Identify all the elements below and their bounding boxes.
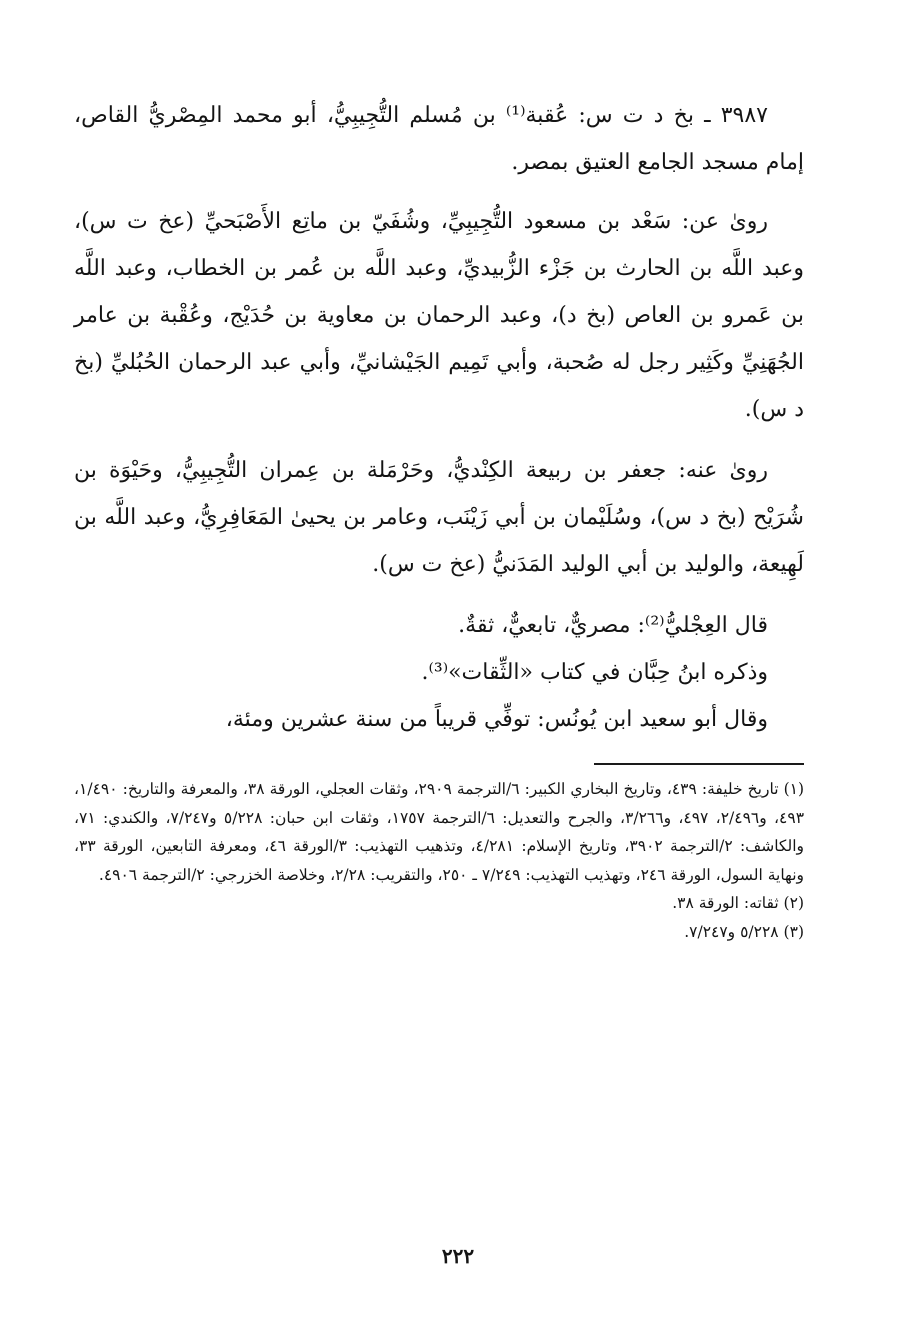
footnote-3: (٣) ٥/٢٢٨ و٧/٢٤٧. — [684, 922, 804, 941]
narrated-by-paragraph: روىٰ عنه: جعفر بن ربيعة الكِنْديُّ، وحَرْمَلة بن عِمران التُّجِيبِيُّ، وحَيْوَة بن شُرَيْح (بخ د س)، وسُلَيْمان بن أبي زَيْنَب، وعامر بن يحيىٰ المَعَافِرِيُّ، وعبد اللَّه بن لَهِيعة، والوليد بن أبي الوليد المَدَنيُّ (عخ ت س). — [74, 458, 804, 577]
narrated-from-paragraph: روىٰ عن: سَعْد بن مسعود التُّجِيبِيِّ، وشُفَيّ بن ماتِع الأَصْبَحيِّ (عخ ت س)، وعبد اللَّه بن الحارث بن جَزْء الزُّبيديِّ، وعبد اللَّه بن عُمر بن الخطاب، وعبد اللَّه بن عَمرو بن العاص (بخ د)، وعبد الرحمان بن معاوية بن حُدَيْج، وعُقْبة بن عامر الجُهَنِيِّ وكَثِير رجل له صُحبة، وأبي تَمِيم الجَيْشانيِّ، وأبي عبد الرحمان الحُبُليِّ (بخ د س). — [74, 209, 804, 422]
book-page — [74, 92, 804, 1322]
page-number: ٢٢٢ — [441, 1244, 475, 1268]
footnote-2: (٢) ثقاته: الورقة ٣٨. — [672, 894, 804, 912]
footnote-1: (١) تاريخ خليفة: ٤٣٩، وتاريخ البخاري الكبير: ٦/الترجمة ٢٩٠٩، وثقات العجلي، الورقة ٣٨، والمعرفة والتاريخ: ١/٤٩٠، ٤٩٣، و٢/٤٩٦، ٤٩٧، و٣/٢٦٦، والجرح والتعديل: ٦/الترجمة ١٧٥٧، وثقات ابن حبان: ٥/٢٢٨ و٧/٢٤٧، والكندي: ٧١، والكاشف: ٢/الترجمة ٣٩٠٢، وتاريخ الإسلام: ٤/٢٨١، وتذهيب التهذيب: ٣/الورقة ٤٦، ومعرفة التابعين، الورقة ٣٣، ونهاية السول، الورقة ٢٤٦، وتهذيب التهذيب: ٧/٢٤٩ ـ ٢٥٠، والتقريب: ٢/٢٨، وخلاصة الخزرجي: ٢/الترجمة ٤٩٠٦. — [74, 780, 805, 884]
ibn-hibban-statement: وذكره ابنُ حِبَّان في كتاب «الثِّقات»⁽³⁾. — [421, 660, 768, 685]
ibn-yunus-statement: وقال أبو سعيد ابن يُونُس: توفِّي قريباً من سنة عشرين ومئة، — [225, 707, 768, 732]
ijli-statement: قال العِجْليُّ⁽²⁾: مصريٌّ، تابعيٌّ، ثقةٌ. — [458, 613, 768, 638]
footnotes — [74, 775, 804, 946]
biography-entry — [74, 92, 804, 743]
entry-header: ٣٩٨٧ ـ بخ د ت س: عُقبة⁽¹⁾ بن مُسلم التُّجِيبِيُّ، أبو محمد المِصْريُّ القاص، إمام مسجد الجامع العتيق بمصر. — [74, 103, 804, 175]
footnote-divider — [594, 763, 804, 765]
